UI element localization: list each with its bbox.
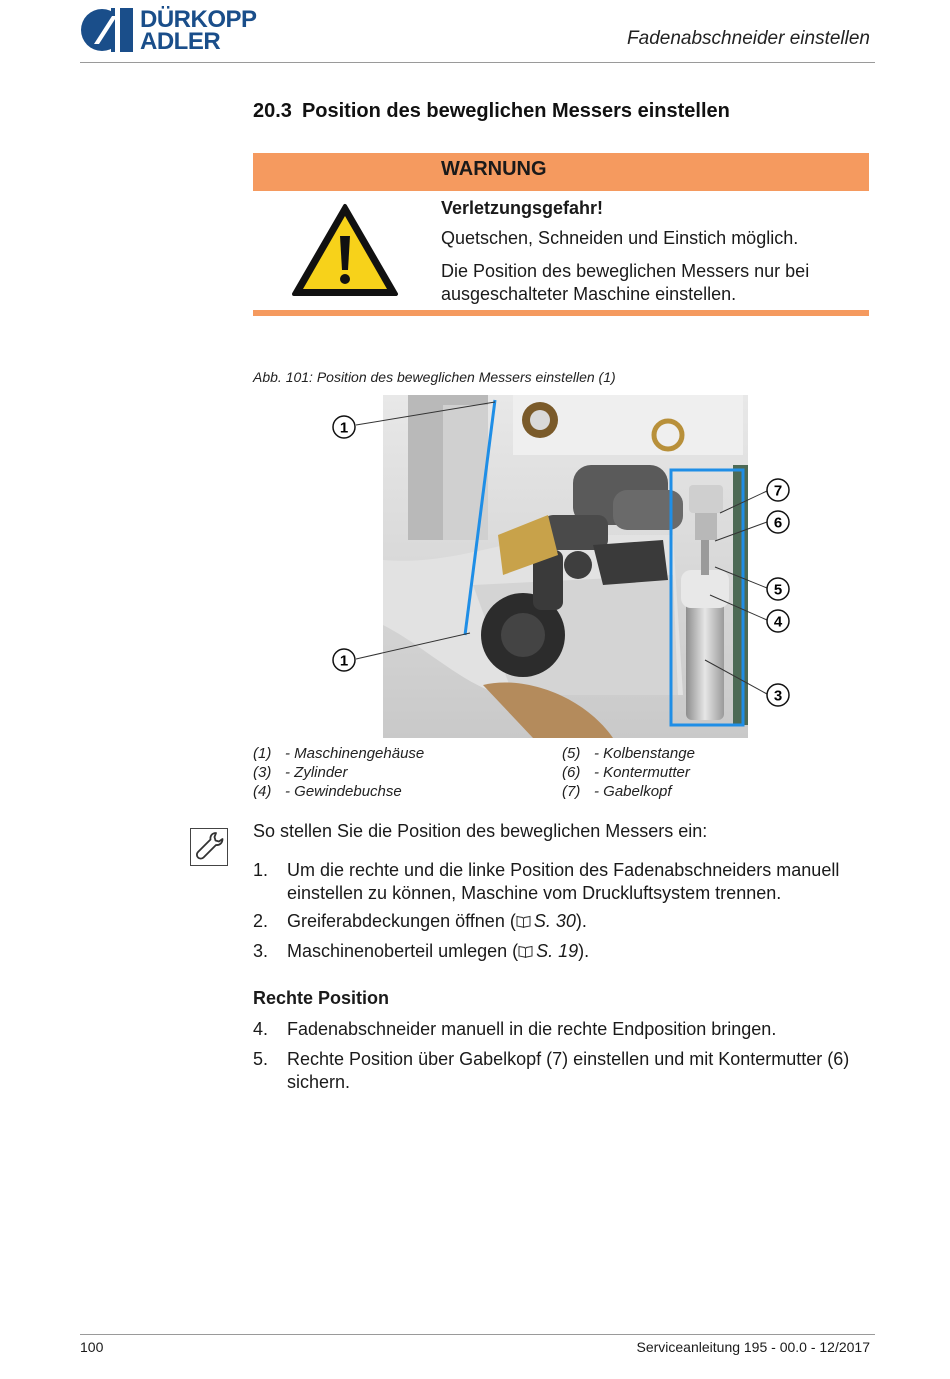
warning-heading: Verletzungsgefahr!: [441, 198, 604, 218]
page-reference-link[interactable]: S. 19: [536, 941, 579, 961]
callout-5: [767, 578, 789, 600]
subheading-right-position: Rechte Position: [253, 988, 390, 1008]
step-text-tail: ).: [578, 941, 590, 961]
legend-item: [562, 764, 690, 781]
instruction-intro: So stellen Sie die Position des beweglichen Messers ein:: [253, 821, 708, 841]
step-number: 2.: [253, 911, 269, 931]
callout-3: [767, 684, 789, 706]
book-icon: [516, 915, 531, 928]
section-heading: [253, 100, 730, 123]
svg-text:1: 1: [339, 419, 349, 437]
warning-header-bar: [253, 153, 869, 191]
warning-bottom-bar: [253, 310, 869, 316]
legend-number: (3): [253, 764, 272, 781]
chapter-title: Fadenabschneider einstellen: [627, 28, 870, 49]
step-number: 5.: [253, 1049, 269, 1069]
legend-item: [562, 745, 695, 762]
step-number: 1.: [253, 860, 269, 880]
legend-text: - Kolbenstange: [594, 745, 695, 762]
legend-number: (7): [562, 783, 581, 800]
legend-item: [253, 764, 348, 781]
figure-caption: Abb. 101: Position des beweglichen Messers einstellen (1): [253, 369, 616, 385]
step-number: 3.: [253, 941, 269, 961]
callout-6: [767, 511, 789, 533]
logo-mark-icon: [80, 8, 134, 52]
warning-triangle-icon: [290, 202, 400, 298]
section-number: 20.3: [253, 100, 292, 122]
legend-item: [562, 783, 672, 800]
callout-7: [767, 479, 789, 501]
step-text: Rechte Position über Gabelkopf (7) einstellen und mit Kontermutter (6) sichern.: [287, 1049, 850, 1092]
brand-logo: [80, 8, 270, 54]
svg-text:3: 3: [773, 687, 783, 705]
step-item: [253, 1018, 853, 1041]
step-text: Greiferabdeckungen öffnen (: [287, 911, 516, 931]
step-item: [253, 940, 853, 963]
brand-name-line2: ADLER: [140, 28, 221, 55]
callout-1-bottom: [333, 649, 355, 671]
callout-4: [767, 610, 789, 632]
figure-callouts: [320, 395, 800, 740]
svg-text:4: 4: [773, 613, 783, 631]
section-title-text: Position des beweglichen Messers einstellen: [301, 100, 730, 122]
brand-name-line1: DÜRKOPP: [140, 6, 257, 33]
legend-text: - Gabelkopf: [594, 783, 672, 800]
legend-text: - Zylinder: [285, 764, 348, 781]
footer-divider: [80, 1334, 875, 1335]
warning-text-1: Quetschen, Schneiden und Einstich möglich.: [441, 228, 799, 248]
step-text-tail: ).: [575, 911, 587, 931]
svg-text:1: 1: [339, 652, 349, 670]
wrench-icon: [190, 828, 228, 866]
book-icon: [518, 945, 533, 958]
legend-number: (5): [562, 745, 581, 762]
step-text: Fadenabschneider manuell in die rechte Endposition bringen.: [287, 1019, 777, 1039]
legend-item: [253, 745, 424, 762]
step-item: [253, 1048, 853, 1094]
step-text: Um die rechte und die linke Position des Fadenabschneiders manuell einstellen zu können, Maschine vom Druckluftsystem trennen.: [287, 860, 840, 903]
legend-number: (6): [562, 764, 581, 781]
warning-text-2: Die Position des beweglichen Messers nur bei ausgeschalteter Maschine einstellen.: [441, 261, 810, 304]
legend-text: - Gewindebuchse: [285, 783, 402, 800]
page-number: 100: [80, 1339, 104, 1355]
legend-item: [253, 783, 402, 800]
step-item: [253, 859, 853, 905]
svg-text:6: 6: [773, 514, 783, 532]
warning-label: WARNUNG: [441, 158, 547, 180]
callout-1-top: [333, 416, 355, 438]
legend-number: (1): [253, 745, 272, 762]
page-reference-link[interactable]: S. 30: [533, 911, 576, 931]
step-number: 4.: [253, 1019, 269, 1039]
svg-text:7: 7: [773, 482, 783, 500]
document-reference: Serviceanleitung 195 - 00.0 - 12/2017: [636, 1339, 870, 1355]
legend-text: - Kontermutter: [594, 764, 690, 781]
legend-number: (4): [253, 783, 272, 800]
legend-text: - Maschinengehäuse: [285, 745, 425, 762]
svg-text:5: 5: [773, 581, 783, 599]
header-divider: [80, 62, 875, 63]
step-text: Maschinenoberteil umlegen (: [287, 941, 519, 961]
step-item: [253, 910, 853, 933]
